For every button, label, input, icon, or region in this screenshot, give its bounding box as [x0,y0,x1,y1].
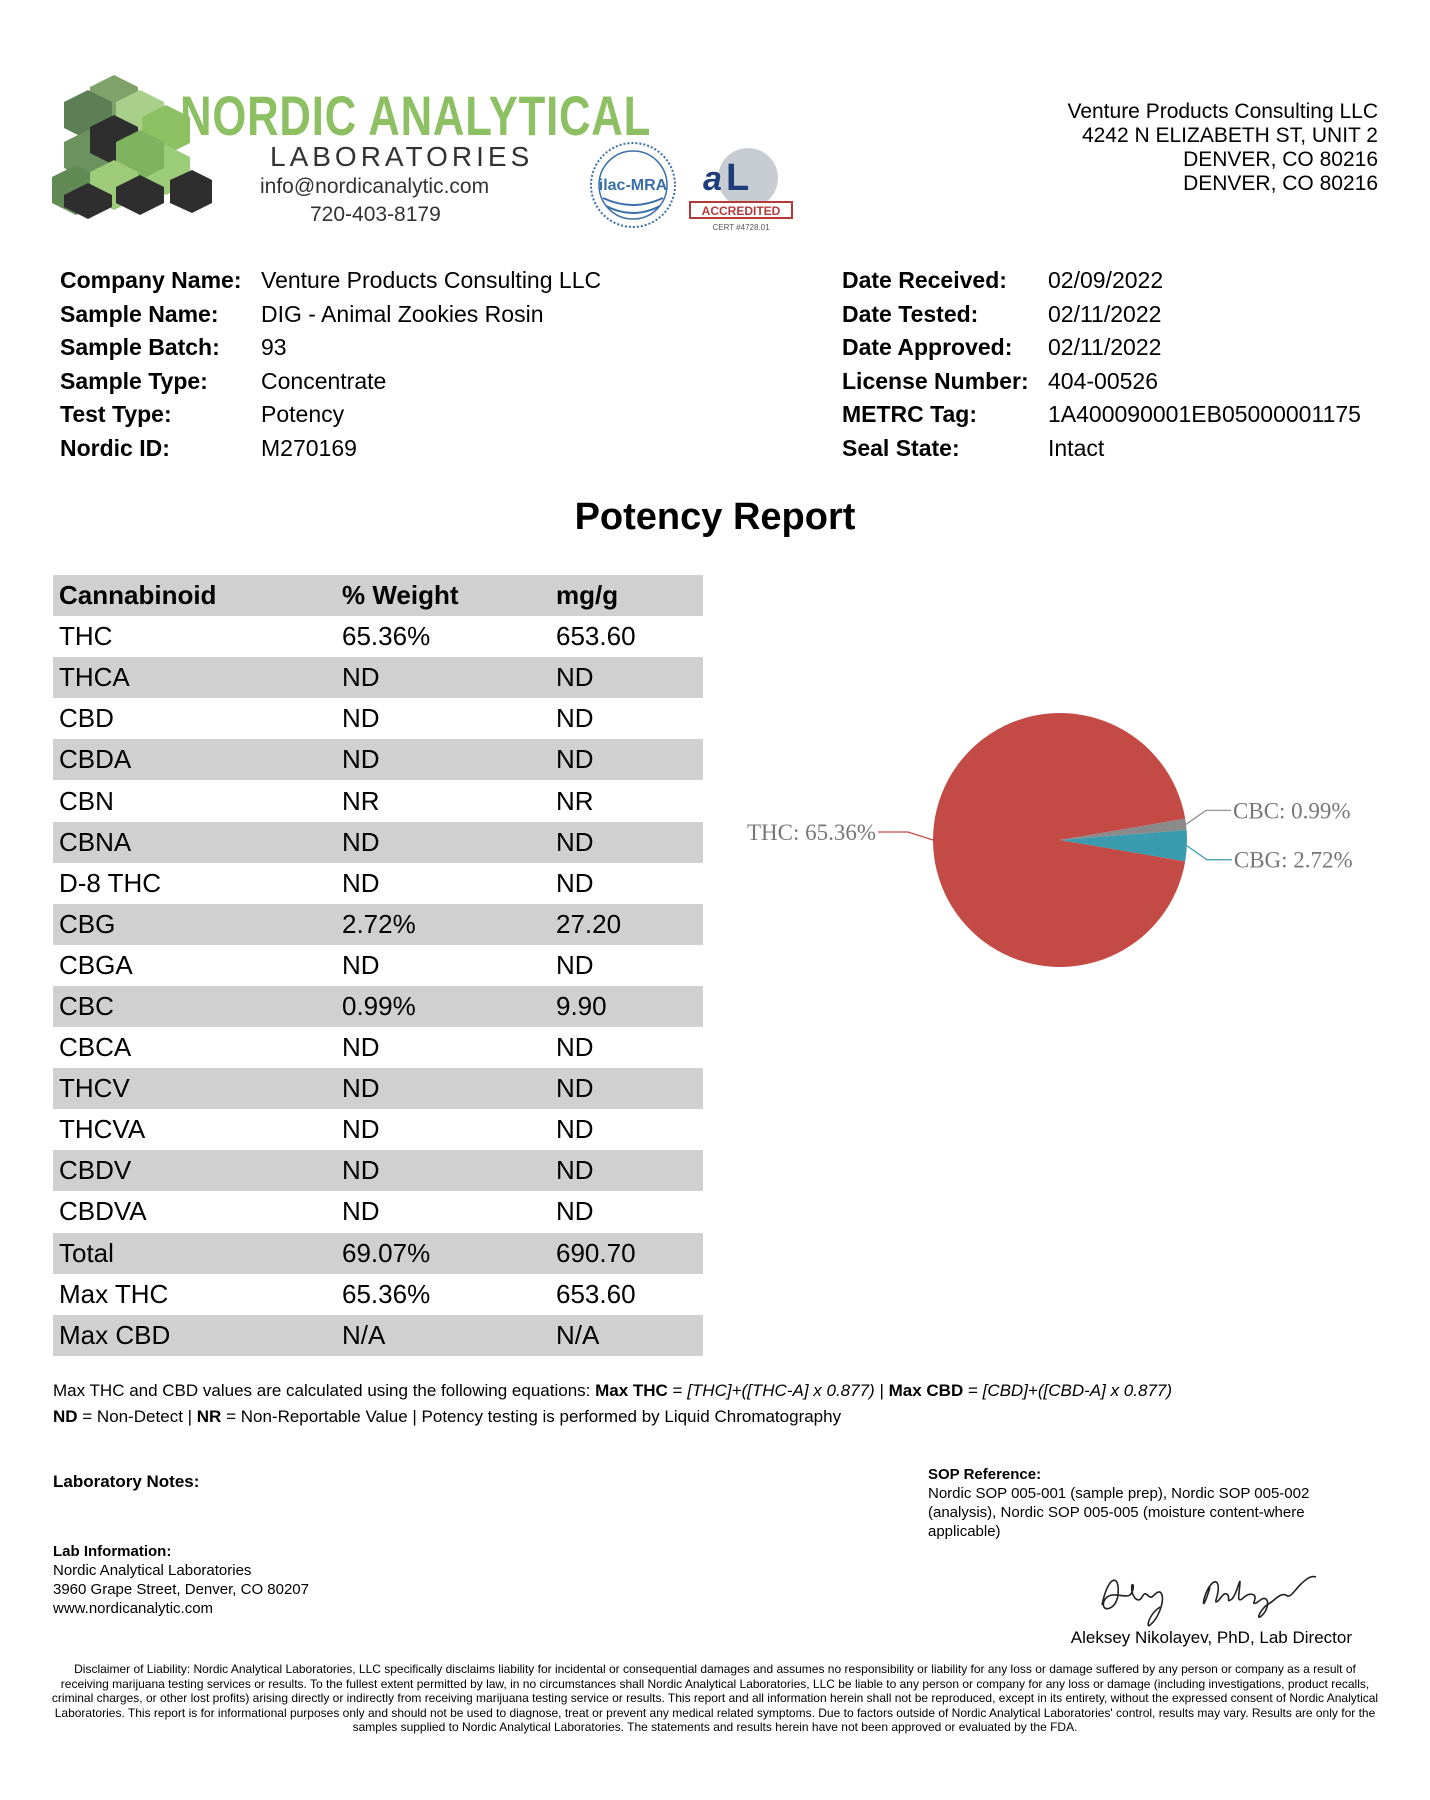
percent-weight: NR [342,785,380,816]
equation-line: Max THC and CBD values are calculated using the following equations: Max THC = [THC]+([THC-A] x 0.877) | Max CBD = [CBD]+([CBD-A] x 0.877) [53,1381,1173,1400]
mg-per-g: ND [556,949,594,980]
percent-weight: ND [336,739,550,780]
cannabinoid-name: CBGA [59,949,133,980]
client-address-line: DENVER, CO 80216 [1183,148,1378,171]
cannabinoid-name: CBD [59,703,114,734]
info-row-metrc-tag [842,398,1361,432]
sop-text: Nordic SOP 005-001 (sample prep), Nordic SOP 005-002 (analysis), Nordic SOP 005-005 (moisture content-where applicable) [928,1485,1310,1540]
abbreviation-line [53,1404,1172,1430]
lab-notes-label: Laboratory Notes: [53,1472,200,1491]
cannabinoid-name: CBCA [59,1032,132,1063]
table-row [53,986,703,1027]
mg-per-g: ND [556,703,594,734]
lab-director-name: Aleksey Nikolayev, PhD, Lab Director [1070,1628,1352,1647]
pie-slice-label: CBG: 2.72% [1233,847,1353,873]
table-row [53,822,703,863]
percent-weight: 0.99% [336,986,550,1027]
cannabinoid-name: THCVA [59,1114,146,1145]
percent-weight: ND [336,1150,550,1191]
info-value: 02/11/2022 [1048,300,1162,327]
mg-per-g: ND [550,657,703,698]
lab-information [53,1542,309,1618]
info-value: 404-00526 [1048,367,1158,394]
info-label: Date Approved: [842,334,1013,360]
table-row [53,1233,703,1274]
a2la-accredited-label: ACCREDITED [701,204,781,218]
a2la-cert-number: CERT #4728.01 [712,223,770,232]
percent-weight: 2.72% [336,904,550,945]
info-row-company [60,264,601,298]
info-row-nordic-id [60,432,601,466]
percent-weight: ND [342,1114,380,1145]
pie-leader-line [1186,810,1231,824]
nd-abbr: ND [53,1407,78,1426]
equation-notes [53,1378,1172,1430]
lab-info-label: Lab Information: [53,1543,172,1560]
info-row-date-tested [842,298,1361,332]
column-header: Cannabinoid [53,575,336,616]
cannabinoid-name: CBNA [53,822,336,863]
table-row [53,1068,703,1109]
cannabinoid-name: THC [59,621,113,652]
table-row [53,739,703,780]
percent-weight: ND [336,657,550,698]
info-row-license [842,365,1361,399]
column-header: % Weight [336,575,550,616]
info-value: Intact [1048,434,1105,461]
mg-per-g: ND [550,1068,703,1109]
max-cbd-formula: [CBD]+([CBD-A] x 0.877) [982,1381,1173,1400]
cannabinoid-name: Max CBD [53,1315,336,1356]
disclaimer: Disclaimer of Liability: Nordic Analytical Laboratories, LLC specifically disclaims liability for incidental or consequential damages and assumes no responsibility or liability for any loss or damage suffered by any person or company as a result of receiving marijuana testing services or results. To the fullest extent permitted by law, in no circumstances shall Nordic Analytical Laboratories, LLC be liable to any person or company for any loss or damage (including investigations, product recalls, criminal charges, or other lost profits) arising directly or indirectly from receiving marijuana testing service or results. This report and all information herein shall not be reproduced, except in its entirety, without the expressed consent of Nordic Analytical Laboratories. This report is for informational purposes only and should not be used to diagnose, treat or prevent any medical related symptoms. Due to factors outside of Nordic Analytical Laboratories' control, results may vary. Results are only for the samples supplied to Nordic Analytical Laboratories. The statements and results herein have not been approved or evaluated by the FDA. [51,1662,1379,1735]
cannabinoid-name: CBDV [53,1150,336,1191]
percent-weight: ND [342,1032,380,1063]
cannabinoid-name: Total [53,1233,336,1274]
info-value: 02/11/2022 [1048,334,1162,360]
svg-text:a: a [703,160,722,198]
info-label: Date Tested: [842,300,979,327]
pie-slice-label: CBC: 0.99% [1233,798,1351,824]
info-value: Potency [261,401,345,427]
cannabinoid-name: THCA [53,657,336,698]
percent-weight: ND [342,949,380,980]
client-address [1067,100,1378,196]
lab-info-line: 3960 Grape Street, Denver, CO 80207 [53,1581,309,1598]
info-row-sample-name [60,298,601,332]
percent-weight: ND [342,703,380,734]
table-row [53,863,703,904]
table-row [53,657,703,698]
info-row-date-received [842,264,1361,298]
cannabinoid-name: CBDVA [59,1196,147,1227]
nd-definition: = Non-Detect | [77,1407,197,1426]
info-label: Sample Batch: [60,334,220,360]
nr-abbr: NR [196,1407,222,1426]
client-address-line: Venture Products Consulting LLC [1067,100,1378,123]
percent-weight: N/A [336,1315,550,1356]
percent-weight: 69.07% [336,1233,550,1274]
sample-info-left [60,264,601,465]
table-row [53,945,703,986]
potency-table [53,575,703,1356]
potency-pie-chart [720,690,1400,990]
info-label: Sample Type: [60,367,208,394]
max-cbd-label: Max CBD [888,1381,964,1400]
ilac-label: ilac-MRA [598,177,668,194]
cannabinoid-name: CBG [53,904,336,945]
mg-per-g: ND [556,867,594,898]
pie-leader-line [1187,846,1232,860]
brand-name: NORDIC ANALYTICAL [180,84,652,147]
a2la-accredited-badge-icon [690,148,792,232]
table-row [53,698,703,739]
table-row [53,780,703,821]
table-row [53,616,703,657]
table-body [53,616,703,1356]
cannabinoid-name: CBC [53,986,336,1027]
info-row-date-approved [842,331,1361,365]
info-row-test-type [60,398,601,432]
svg-text:L: L [726,157,750,199]
cannabinoid-name: THCV [53,1068,336,1109]
mg-per-g: ND [550,1150,703,1191]
mg-per-g: 27.20 [550,904,703,945]
table-row [53,1315,703,1356]
max-thc-label: Max THC [595,1381,668,1400]
info-value: DIG - Animal Zookies Rosin [261,300,544,327]
info-row-type [60,365,601,399]
max-thc-formula: [THC]+([THC-A] x 0.877) [687,1381,875,1400]
mg-per-g: ND [556,1114,594,1145]
pie-slice-label: THC: 65.36% [746,820,876,845]
mg-per-g: ND [556,1032,594,1063]
info-label: License Number: [842,367,1029,394]
table-header-row [53,575,703,616]
info-label: Company Name: [60,267,242,293]
table-row [53,1027,703,1068]
cannabinoid-name: D-8 THC [59,867,162,898]
equation-intro: Max THC and CBD values are calculated using the following equations: [53,1381,596,1400]
table-row [53,1109,703,1150]
table-row [53,1150,703,1191]
mg-per-g: ND [556,1196,594,1227]
info-label: Seal State: [842,434,960,461]
brand-email: info@nordicanalytic.com [260,175,490,198]
mg-per-g: ND [550,822,703,863]
info-value: 02/09/2022 [1048,267,1164,293]
info-value: 1A400090001EB05000001175 [1048,401,1361,427]
ilac-mra-seal-icon [591,143,675,227]
nr-definition: = Non-Reportable Value | Potency testing is performed by Liquid Chromatography [221,1407,842,1426]
info-value: Concentrate [261,367,387,394]
info-value: Venture Products Consulting LLC [261,267,602,293]
director-signature [1090,1555,1350,1635]
accreditation-logos [588,140,798,240]
table-row [53,1191,703,1232]
percent-weight: ND [336,1068,550,1109]
mg-per-g: 690.70 [550,1233,703,1274]
sample-info-right [842,264,1361,465]
info-row-batch [60,331,601,365]
lab-info-line: Nordic Analytical Laboratories [53,1562,252,1579]
info-label: Test Type: [60,401,172,427]
mg-per-g: 653.60 [556,621,636,652]
client-address-line: 4242 N ELIZABETH ST, UNIT 2 [1081,124,1378,147]
brand-subtitle: LABORATORIES [270,141,534,172]
column-header: mg/g [550,575,703,616]
cannabinoid-name: Max THC [59,1278,169,1309]
mg-per-g: 653.60 [556,1278,636,1309]
cannabinoid-name: CBDA [53,739,336,780]
percent-weight: 65.36% [342,1278,431,1309]
info-label: Date Received: [842,267,1007,293]
client-address-line: DENVER, CO 80216 [1183,172,1378,195]
mg-per-g: N/A [550,1315,703,1356]
pie-leader-line [878,832,933,840]
info-label: Nordic ID: [60,434,170,461]
table-row [53,1274,703,1315]
info-label: METRC Tag: [842,401,978,427]
brand-phone: 720-403-8179 [310,203,441,226]
info-value: 93 [261,334,287,360]
info-row-seal-state [842,432,1361,466]
info-label: Sample Name: [60,300,219,327]
percent-weight: 65.36% [342,621,431,652]
percent-weight: ND [342,867,380,898]
percent-weight: ND [336,822,550,863]
sop-reference [928,1465,1368,1541]
info-value: M270169 [261,434,357,461]
mg-per-g: 9.90 [550,986,703,1027]
table-row [53,904,703,945]
report-title: Potency Report [574,496,856,538]
mg-per-g: NR [556,785,594,816]
percent-weight: ND [342,1196,380,1227]
sop-label: SOP Reference: [928,1466,1042,1483]
mg-per-g: ND [550,739,703,780]
cannabinoid-name: CBN [59,785,114,816]
lab-website: www.nordicanalytic.com [53,1600,214,1617]
